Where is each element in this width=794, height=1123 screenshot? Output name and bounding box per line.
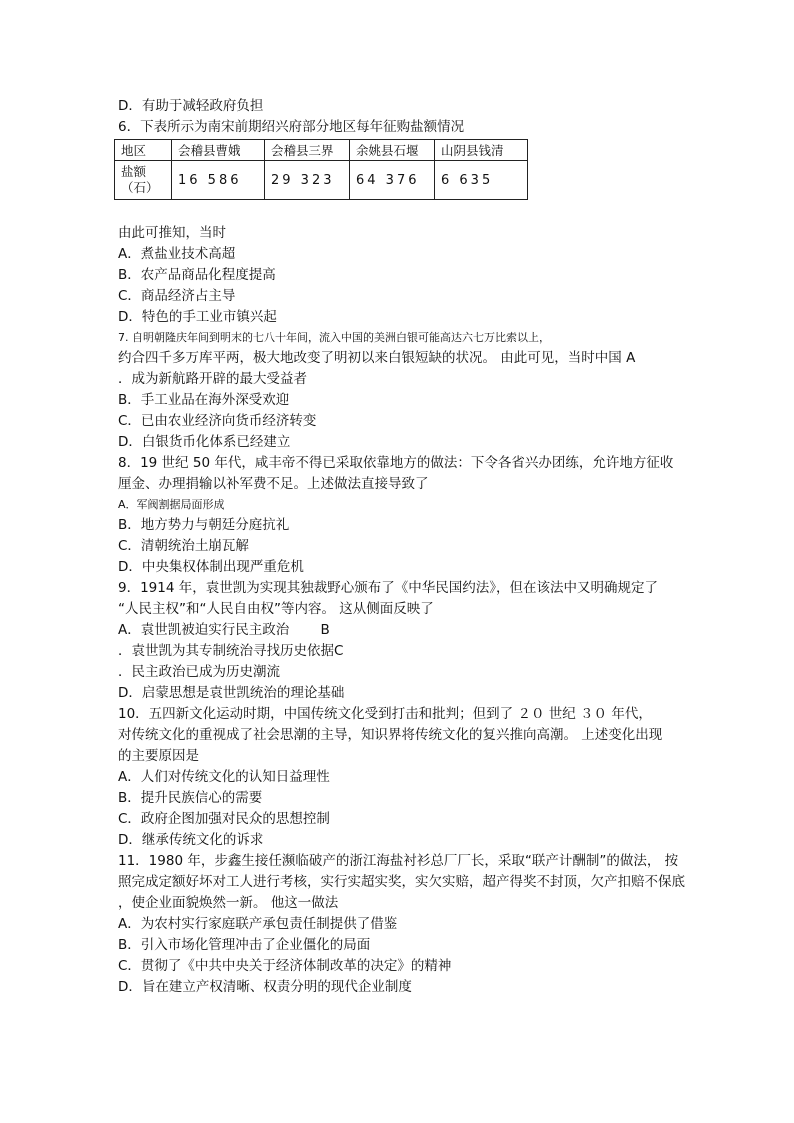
table-header-cell: 地区	[115, 140, 172, 161]
q9-option-c: ．民主政治已成为历史潮流	[118, 664, 280, 680]
q11-stem-line-3: ，使企业面貌焕然一新。 他这一做法	[118, 895, 339, 911]
table-header-cell: 山阴县钱清	[435, 140, 528, 161]
q6-question: 由此可推知，当时	[118, 225, 226, 241]
row-label-line-2: （石）	[121, 180, 159, 195]
q7-option-d: D．白银货币化体系已经建立	[118, 434, 291, 450]
q7-stem-line-1: 7. 自明朝隆庆年间到明末的七八十年间，流入中国的美洲白银可能高达六七万比索以上，	[118, 331, 550, 344]
q7-option-c: C．已由农业经济向货币经济转变	[118, 413, 317, 429]
table-value-cell: 29 323	[265, 161, 350, 200]
table-header-row	[115, 140, 528, 161]
q8-stem-line-1: 8．19 世纪 50 年代，咸丰帝不得已采取依靠地方的做法：下令各省兴办团练，允许地方征收	[118, 455, 674, 471]
q11-stem-line-2: 照完成定额好坏对工人进行考核，实行实超实奖，实欠实赔，超产得奖不封顶，欠产扣赔不保底	[118, 874, 685, 890]
table-header-cell: 会稽县曹娥	[172, 140, 265, 161]
q10-stem-line-2: 对传统文化的重视成了社会思潮的主导，知识界将传统文化的复兴推向高潮。 上述变化出现	[118, 727, 663, 743]
q9-stem-line-1: 9．1914 年，袁世凯为实现其独裁野心颁布了《中华民国约法》，但在该法中又明确规定了	[118, 580, 658, 596]
table-value-cell: 16 586	[172, 161, 265, 200]
q8-option-d: D．中央集权体制出现严重危机	[118, 559, 304, 575]
row-label-line-1: 盐额	[121, 164, 147, 179]
q6-option-a: A．煮盐业技术高超	[118, 246, 236, 262]
q6-option-d: D．特色的手工业市镇兴起	[118, 309, 277, 325]
q9-option-a: A．袁世凯被迫实行民主政治 B	[118, 622, 330, 638]
q7-stem-line-2: 约合四千多万库平两，极大地改变了明初以来白银短缺的状况。 由此可见，当时中国 A	[118, 350, 636, 366]
q10-option-b: B．提升民族信心的需要	[118, 790, 263, 806]
q11-option-d: D．旨在建立产权清晰、权责分明的现代企业制度	[118, 979, 412, 995]
q8-option-c: C．清朝统治土崩瓦解	[118, 538, 249, 554]
q6-option-b: B．农产品商品化程度提高	[118, 267, 276, 283]
q11-option-a: A．为农村实行家庭联产承包责任制提供了借鉴	[118, 916, 398, 932]
q5-option-d: D．有助于减轻政府负担	[118, 98, 264, 114]
q7-option-a: ．成为新航路开辟的最大受益者	[118, 371, 307, 387]
table-header-cell: 余姚县石堰	[350, 140, 435, 161]
q7-option-b: B．手工业品在海外深受欢迎	[118, 392, 290, 408]
q11-option-c: C．贯彻了《中共中央关于经济体制改革的决定》的精神	[118, 958, 452, 974]
q10-option-d: D．继承传统文化的诉求	[118, 832, 264, 848]
q6-stem: 6．下表所示为南宋前期绍兴府部分地区每年征购盐额情况	[118, 119, 465, 135]
table-value-cell: 6 635	[435, 161, 528, 200]
salt-table	[114, 139, 528, 200]
table-row	[115, 161, 528, 200]
q11-stem-line-1: 11．1980 年，步鑫生接任濒临破产的浙江海盐衬衫总厂厂长，采取“联产计酬制”的做法， 按	[118, 853, 679, 869]
q10-option-c: C．政府企图加强对民众的思想控制	[118, 811, 330, 827]
q11-option-b: B．引入市场化管理冲击了企业僵化的局面	[118, 937, 371, 953]
table-header-cell: 会稽县三界	[265, 140, 350, 161]
row-label-cell	[115, 161, 172, 200]
q10-option-a: A．人们对传统文化的认知日益理性	[118, 769, 330, 785]
q8-stem-line-2: 厘金、办理捐输以补军费不足。上述做法直接导致了	[118, 476, 429, 492]
q8-option-a: A．军阀割据局面形成	[118, 498, 225, 511]
q9-option-b: ．袁世凯为其专制统治寻找历史依据C	[118, 643, 344, 659]
q9-stem-line-2: “人民主权”和“人民自由权”等内容。 这从侧面反映了	[118, 601, 434, 617]
q10-stem-line-1: 10．五四新文化运动时期，中国传统文化受到打击和批判；但到了 ２０ 世纪 ３０ 年代，	[118, 706, 652, 722]
q10-stem-line-3: 的主要原因是	[118, 748, 199, 764]
table-value-cell: 64 376	[350, 161, 435, 200]
q6-option-c: C．商品经济占主导	[118, 288, 236, 304]
q9-option-d: D．启蒙思想是袁世凯统治的理论基础	[118, 685, 345, 701]
q8-option-b: B．地方势力与朝廷分庭抗礼	[118, 517, 290, 533]
